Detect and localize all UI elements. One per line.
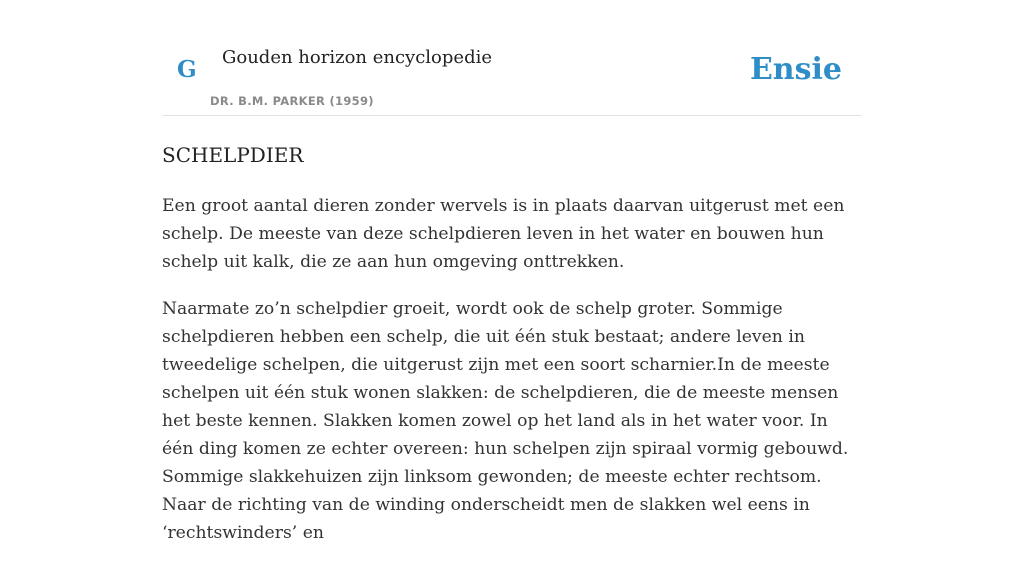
entry-paragraph-1: Een groot aantal dieren zonder wervels is in plaats daarvan uitgerust met een schelp. De meeste van deze schelpdieren leven in het water en bouwen hun schelp uit kalk, die ze aan hun omgeving onttrekken. [162, 196, 845, 272]
book-title-link[interactable]: Gouden horizon encyclopedie [222, 47, 492, 68]
header [162, 0, 862, 116]
publication-logo[interactable]: G [177, 56, 197, 83]
entry-paragraph-2: Naarmate zo’n schelpdier groeit, wordt ook de schelp groter. Sommige schelpdieren hebben een schelp, die uit één stuk bestaat; andere leven in tweedelige schelpen, die uitgerust zijn met een soort scharnier.In de meeste schelpen uit één stuk wonen slakken: de schelpdieren, die de meeste mensen het beste kennen. Slakken komen zowel op het land als in het water voor. In één ding komen ze echter overeen: hun schelpen zijn spiraal vormig gebouwd. Sommige slakkehuizen zijn linksom gewonden; de meeste echter rechtsom. Naar de richting van de winding onderscheidt men de slakken wel eens in ‘rechtswinders’ en [162, 299, 849, 543]
entry-title: SCHELPDIER [162, 143, 304, 167]
entry-body [162, 192, 862, 566]
page [162, 0, 862, 543]
book-author: DR. B.M. PARKER (1959) [210, 94, 374, 108]
brand-logo[interactable]: Ensie [749, 52, 842, 87]
